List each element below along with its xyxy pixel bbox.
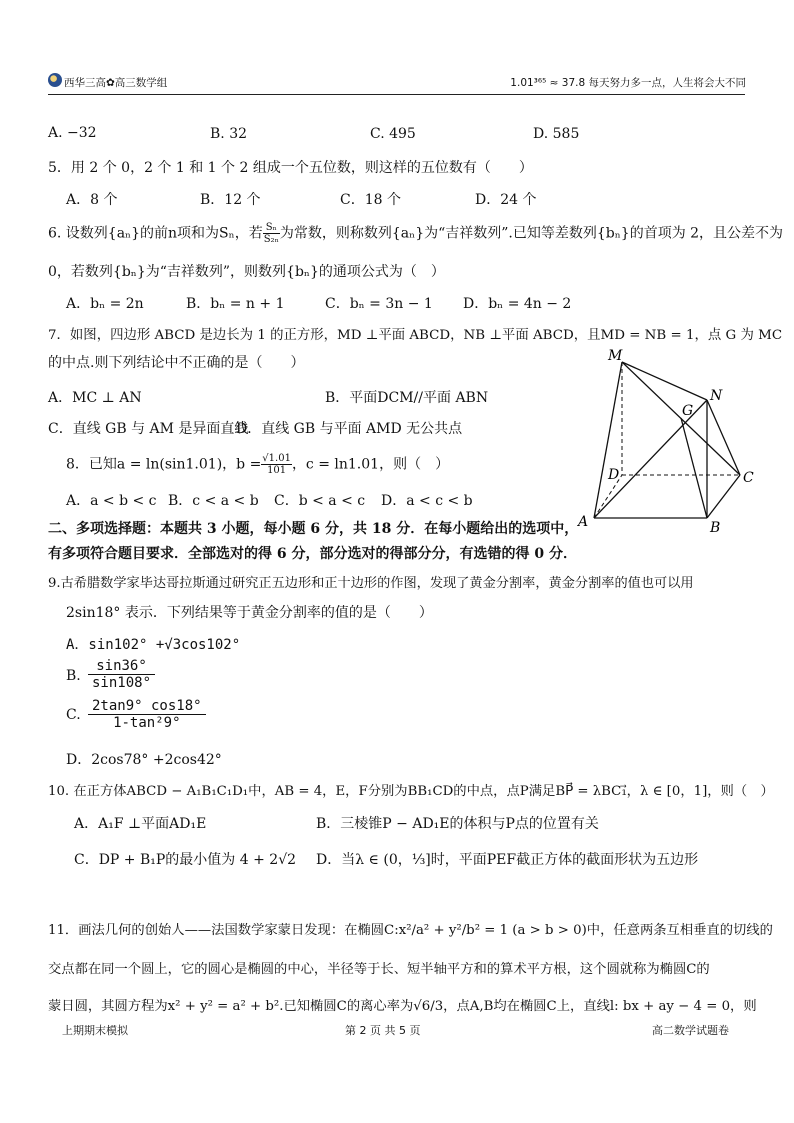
q4-option-a: A. −32	[48, 125, 97, 141]
q5-option-a: A．8 个	[66, 192, 118, 208]
q7-option-a: A．MC ⊥ AN	[48, 390, 142, 406]
q5-stem: 5．用 2 个 0，2 个 1 和 1 个 2 组成一个五位数，则这样的五位数有（ ）	[48, 160, 533, 176]
footer-page-number: 第 2 页 共 5 页	[345, 1024, 421, 1037]
q8-option-c: C．b < a < c	[274, 493, 366, 509]
section2-heading-line2: 有多项符合题目要求．全部选对的得 6 分，部分选对的得部分分，有选错的得 0 分．	[48, 546, 577, 562]
q7-option-b: B．平面DCM//平面 ABN	[325, 390, 489, 406]
label-n: N	[710, 388, 723, 404]
q6-frac-num: Sₙ	[263, 222, 280, 234]
header-right: 1.01³⁶⁵ ≈ 37.8 每天努力多一点，人生将会大不同	[510, 77, 746, 89]
q8-fraction	[261, 453, 292, 476]
q11-stem-line2: 交点都在同一个圆上，它的圆心是椭圆的中心，半径等于长、短半轴平方和的算术平方根，这个圆就称为椭圆C的	[48, 962, 710, 977]
q7-stem-line2: 的中点.则下列结论中不正确的是（ ）	[48, 355, 305, 371]
q6-option-d: D．bₙ = 4n − 2	[463, 296, 572, 312]
section2-heading-line1: 二、多项选择题：本题共 3 小题，每小题 6 分，共 18 分．在每小题给出的选项中，	[48, 521, 579, 537]
q11-stem-line1: 11．画法几何的创始人——法国数学家蒙日发现：在椭圆C:x²/a² + y²/b² = 1 (a > b > 0)中，任意两条互相垂直的切线的	[48, 923, 773, 938]
header-left: 西华三高✿高三数学组	[64, 77, 168, 89]
q9-b-num: sin36°	[88, 658, 155, 675]
q9-option-b-label: B.	[66, 668, 81, 684]
q8-stem-a: 8．已知a = ln(sin1.01)，b =	[66, 456, 262, 473]
label-m: M	[608, 348, 623, 364]
q9-option-c-fraction	[88, 698, 206, 731]
q4-option-c: C. 495	[370, 126, 416, 142]
q6-stem-a: 6. 设数列{aₙ}的前n项和为Sₙ，若	[48, 225, 263, 242]
q8-option-d: D．a < c < b	[381, 493, 473, 509]
q10-option-a: A．A₁F ⊥平面AD₁E	[74, 816, 207, 832]
pyramid-figure	[572, 340, 772, 540]
q8-option-a: A．a < b < c	[66, 493, 157, 509]
q6-stem-line1	[48, 222, 783, 245]
label-c: C	[743, 470, 754, 486]
q9-c-num: 2tan9° cos18°	[88, 698, 206, 715]
q10-stem: 10. 在正方体ABCD − A₁B₁C₁D₁中，AB = 4，E，F分别为BB₁CD的中点，点P满足BP⃗ = λBC₁⃗，λ ∈ [0，1]，则（ ）	[48, 784, 774, 799]
q5-option-b: B．12 个	[200, 192, 261, 208]
edge-ma	[594, 362, 622, 518]
q6-stem-line2: 0，若数列{bₙ}为“吉祥数列”，则数列{bₙ}的通项公式为（ ）	[48, 264, 445, 280]
label-d: D	[608, 467, 620, 483]
edge-bc	[707, 475, 740, 518]
q10-option-c: C．DP + B₁P的最小值为 4 + 2√2	[74, 852, 297, 868]
q4-option-b: B. 32	[210, 126, 248, 142]
edge-mn	[622, 362, 707, 400]
q9-c-den: 1-tan²9°	[113, 715, 181, 731]
q6-option-a: A．bₙ = 2n	[66, 296, 144, 312]
q9-option-c-label: C.	[66, 707, 81, 723]
q9-option-a: A．sin102° +√3cos102°	[66, 637, 241, 653]
q7-option-c: C．直线 GB 与 AM 是异面直线	[48, 421, 249, 437]
q8-frac-num: √1.01	[262, 453, 291, 464]
label-a: A	[578, 514, 589, 530]
q8-stem	[66, 453, 449, 476]
q11-stem-line3: 蒙日圆，其圆方程为x² + y² = a² + b².已知椭圆C的离心率为√6/3，点A,B均在椭圆C上，直线l: bx + ay − 4 = 0，则	[48, 999, 757, 1014]
label-b: B	[710, 520, 721, 536]
edge-gb	[681, 418, 707, 518]
footer-left: 上期期末模拟	[62, 1024, 128, 1037]
q7-option-d: D．直线 GB 与平面 AMD 无公共点	[236, 421, 463, 437]
q6-option-b: B．bₙ = n + 1	[186, 296, 285, 312]
q9-option-d: D．2cos78° +2cos42°	[66, 752, 222, 768]
header-rule	[48, 94, 745, 95]
q6-fraction	[263, 222, 280, 245]
q6-option-c: C．bₙ = 3n − 1	[325, 296, 433, 312]
q9-stem-line1: 9.古希腊数学家毕达哥拉斯通过研究正五边形和正十边形的作图，发现了黄金分割率，黄金分割率的值也可以用	[48, 576, 694, 591]
q8-frac-den: 101	[267, 465, 287, 476]
q8-option-b: B．c < a < b	[168, 493, 259, 509]
q9-option-b-fraction	[88, 658, 155, 691]
q9-b-den: sin108°	[92, 675, 152, 691]
q9-stem-line2: 2sin18° 表示．下列结果等于黄金分割率的值的是（ ）	[66, 605, 433, 621]
q4-option-d: D. 585	[533, 126, 580, 142]
label-g: G	[682, 403, 694, 419]
q10-option-b: B．三棱锥P − AD₁E的体积与P点的位置有关	[316, 816, 599, 832]
q8-stem-b: ，c = ln1.01，则（ ）	[291, 456, 450, 473]
q6-frac-den: S₂ₙ	[263, 234, 279, 245]
q5-option-c: C．18 个	[340, 192, 401, 208]
q7-stem-line1: 7．如图，四边形 ABCD 是边长为 1 的正方形，MD ⊥平面 ABCD，NB ⊥平面 ABCD，且MD = NB = 1，点 G 为 MC	[48, 328, 783, 343]
footer-right: 高二数学试题卷	[652, 1024, 729, 1037]
school-logo-icon	[48, 73, 62, 87]
q6-stem-b: 为常数，则称数列{aₙ}为“吉祥数列”.已知等差数列{bₙ}的首项为 2，且公差不为	[279, 225, 784, 242]
q10-option-d: D．当λ ∈ (0，⅓]时，平面PEF截正方体的截面形状为五边形	[316, 852, 699, 868]
edge-nc	[707, 400, 740, 475]
q5-option-d: D．24 个	[475, 192, 537, 208]
